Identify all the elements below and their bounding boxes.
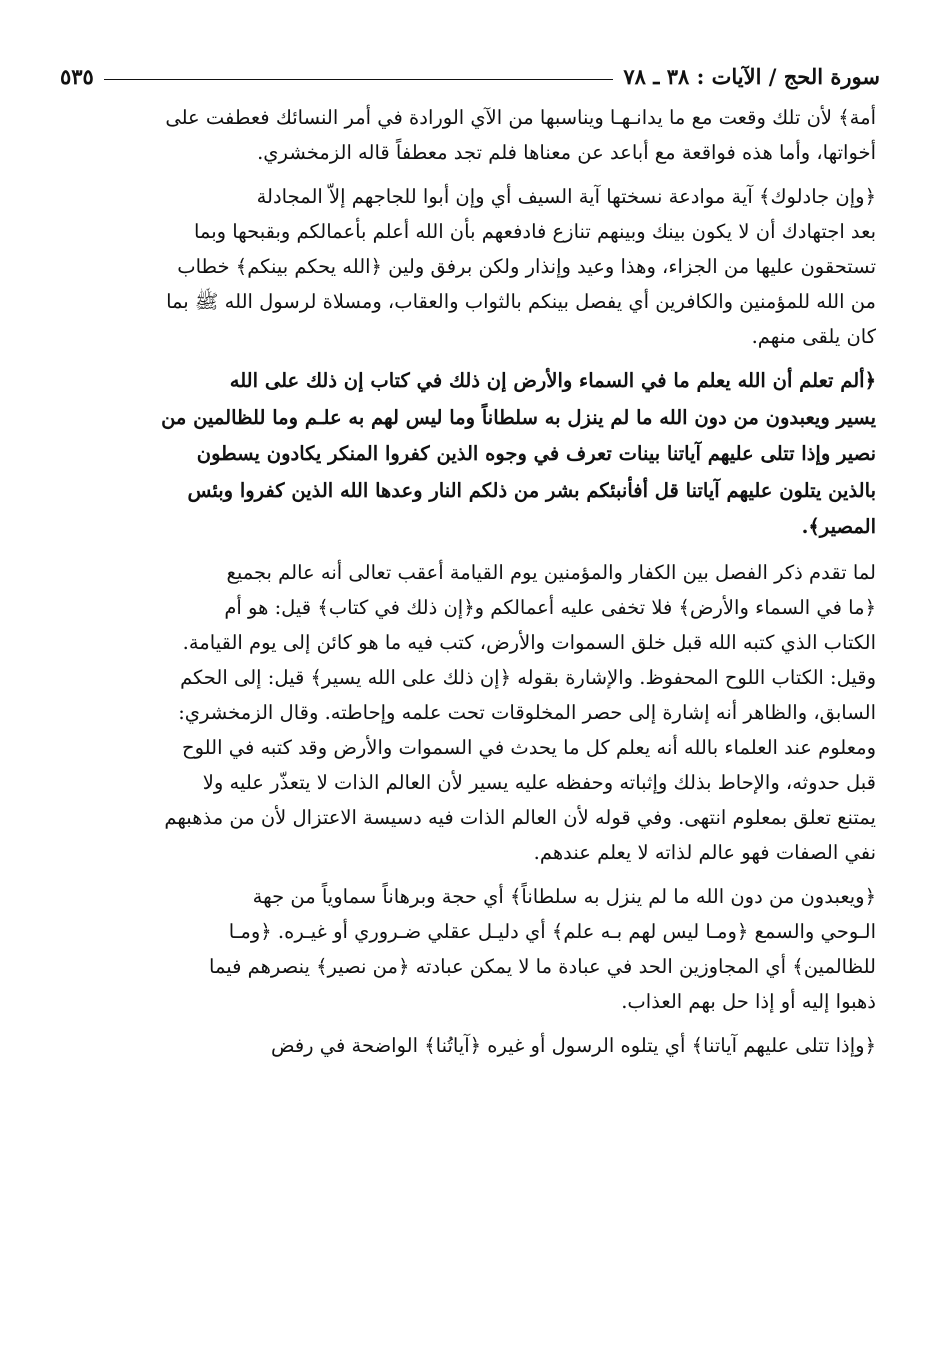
text-line: ومعلوم عند العلماء بالله أنه يعلم كل ما يحدث في السموات والأرض وقد كتبه في اللوح — [182, 735, 876, 759]
text-line: أمة﴾ لأن تلك وقعت مع ما يدانـهـا ويناسبها من الآي الورادة في أمر النسائك فعطفت على — [165, 106, 876, 129]
text-line: الـوحي والسمع ﴿ومـا ليس لهم بـه علم﴾ أي دليـل عقلي ضـروري أو غيـره. ﴿ومـا — [228, 919, 876, 943]
text-line: كان يلقى منهم. — [751, 325, 876, 348]
text-line: من الله للمؤمنين والكافرين أي يفصل بينكم بالثواب والعقاب، ومسلاة لرسول الله ﷺ بما — [166, 290, 876, 313]
text-line: وقيل: الكتاب اللوح المحفوظ. والإشارة بقوله ﴿إن ذلك على الله يسير﴾ قيل: إلى الحكم — [180, 665, 876, 689]
surah-title: سورة الحج / الآيات : ٣٨ ـ ٧٨ — [623, 63, 880, 89]
text-line: قبل حدوثه، والإحاط بذلك وإثباته وحفظه عليه يسير لأن العالم الذات لا يتعذّر عليه ولا — [202, 770, 876, 794]
text-line: ﴿وإن جادلوك﴾ آية موادعة نسختها آية السيف أي وإن أبوا للجاجهم إلاّ المجادلة — [256, 185, 876, 208]
text-line: تستحقون عليها من الجزاء، وهذا وعيد وإنذار ولكن برفق ولين ﴿الله يحكم بينكم﴾ خطاب — [177, 255, 876, 278]
running-header — [60, 58, 880, 94]
text-line: ﴿ويعبدون من دون الله ما لم ينزل به سلطاناً﴾ أي حجة وبرهاناً سماوياً من جهة — [252, 884, 876, 908]
text-line: المصير﴾. — [801, 515, 876, 538]
header-rule — [104, 79, 614, 80]
text-line: أخواتها، وأما هذه فواقعة مع أباعد عن معناها فلم تجد معطفاً قاله الزمخشري. — [257, 141, 876, 164]
text-line: ﴿ما في السماء والأرض﴾ فلا تخفى عليه أعمالكم و﴿إن ذلك في كتاب﴾ قيل: هو أم — [224, 595, 876, 619]
page-number: ٥٣٥ — [60, 63, 94, 89]
paragraph — [60, 555, 876, 870]
text-line: ذهبوا إليه أو إذا حل بهم العذاب. — [621, 989, 876, 1013]
paragraph — [60, 879, 876, 1019]
text-line: للظالمين﴾ أي المجاوزين الحد في عبادة ما لا يمكن عبادته ﴿من نصير﴾ ينصرهم فيما — [209, 954, 876, 978]
text-line: نصير وإذا تتلى عليهم آياتنا بينات تعرف في وجوه الذين كفروا المنكر يكادون يسطون — [196, 442, 876, 465]
page-body — [60, 100, 876, 1320]
text-line: السابق، والظاهر أنه إشارة إلى حصر المخلوقات تحت علمه وإحاطته. وقال الزمخشري: — [178, 700, 876, 724]
paragraph — [60, 179, 876, 354]
text-line: لما تقدم ذكر الفصل بين الكفار والمؤمنين يوم القيامة أعقب تعالى أنه عالم بجميع — [226, 560, 876, 584]
text-line: ﴿وإذا تتلى عليهم آياتنا﴾ أي يتلوه الرسول أو غيره ﴿آياتُنا﴾ الواضحة في رفض — [270, 1033, 876, 1057]
text-line: بعد اجتهادك أن لا يكون بينك وبينهم تنازع فادفعهم بأن الله أعلم بأعمالكم وبقبحها وبما — [193, 220, 876, 243]
text-line: نفي الصفات فهو عالم لذاته لا يعلم عندهم. — [533, 840, 876, 864]
paragraph — [60, 100, 876, 170]
paragraph — [60, 363, 876, 546]
paragraph — [60, 1028, 876, 1063]
text-line: بالذين يتلون عليهم آياتنا قل أفأنبئكم بشر من ذلكم النار وعدها الله الذين كفروا وبئس — [187, 478, 876, 502]
text-line: يمتنع تعلق بمعلوم انتهى. وفي قوله لأن العالم الذات فيه دسيسة الاعتزال لأن من مذهبهم — [164, 805, 876, 829]
text-line: يسير ويعبدون من دون الله ما لم ينزل به سلطاناً وما ليس لهم به علـم وما للظالمين من — [161, 405, 876, 429]
text-line: الكتاب الذي كتبه الله قبل خلق السموات والأرض، كتب فيه ما هو كائن إلى يوم القيامة. — [182, 630, 876, 654]
text-line: ﴿ألم تعلم أن الله يعلم ما في السماء والأرض إن ذلك في كتاب إن ذلك على الله — [229, 369, 876, 392]
